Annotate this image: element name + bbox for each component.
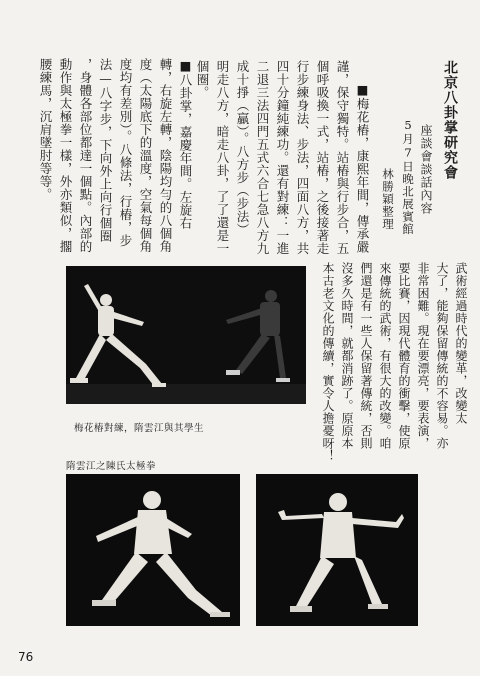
top-photo-caption: 梅花樁對練，隋雲江與其學生 [74,423,205,434]
text-column: 法—八字步，下向外上向行個圈 [98,58,113,243]
text-column: ■八卦掌，嘉慶年間。左旋右 [178,58,193,230]
text-column: 要比賽，因現代體育的衝擊，使原 [397,262,411,450]
text-column: 謹，保守獨特。站樁與行步合，五 [335,60,350,255]
text-column: 們還是有一些人保留著傳統，否則 [359,262,373,450]
text-column: 動作與太極拳一樣，外亦類似，擱 [58,58,73,253]
text-column: 二退三法四門五式六合七急八方九 [255,60,270,255]
text-column: 四十分鐘純練功。還有對練：一進 [275,60,290,255]
bottom-photo-caption: 隋雲江之陳氏太極拳 [66,461,157,472]
photo-taiji-right [256,474,418,626]
article-subtitle: 座談會談話內容 [419,124,433,215]
photo-sparring-practice [66,266,306,404]
text-column: 武術經過時代的變革，改變太 [454,262,468,425]
article-credit: 林勝穎整理 [381,168,395,231]
text-column: 非常困難。現在要漂亮，要表演， [416,262,430,450]
text-column: 度均有差別）。八條法，行樁，步 [118,58,133,247]
text-column: ，身體各部位都達一個點。內部的 [78,58,93,253]
text-column: 來傳統的武術，有很大的改變。咱 [378,262,392,450]
text-column: 成十掙（贏）。八方步（步法） [235,60,250,236]
text-column: 轉，右旋左轉，陰陽均勻的八個角 [158,58,173,253]
text-column: ■梅花樁，康熙年間，傳承嚴 [355,82,370,254]
article-title: 北京八卦掌研究會 [442,60,458,180]
page-number: 76 [18,650,34,664]
text-column: 行步練身法、步法，四面八方，共 [295,60,310,255]
text-column: 個圈。 [195,60,210,99]
text-column: 大了，能夠保留傳統的不容易。亦 [435,262,449,450]
photo-taiji-left [66,474,240,626]
text-column: 腰練馬，沉肩墜肘等等。 [38,58,53,201]
article-date-line: 5月7日晚北展賓館 [401,118,415,236]
text-column: 本古老文化的傳續，實令人擔憂呀！ [321,262,335,462]
text-column: 明走八方，暗走八卦，了了還是一 [215,60,230,255]
text-column: 度（太陽底下的溫度，空氣每個角 [138,58,153,253]
text-column: 個呼吸換一式，站樁，之後接著走 [315,60,330,255]
text-column: 沒多久時間，就都消跡了。原原本 [340,262,354,450]
